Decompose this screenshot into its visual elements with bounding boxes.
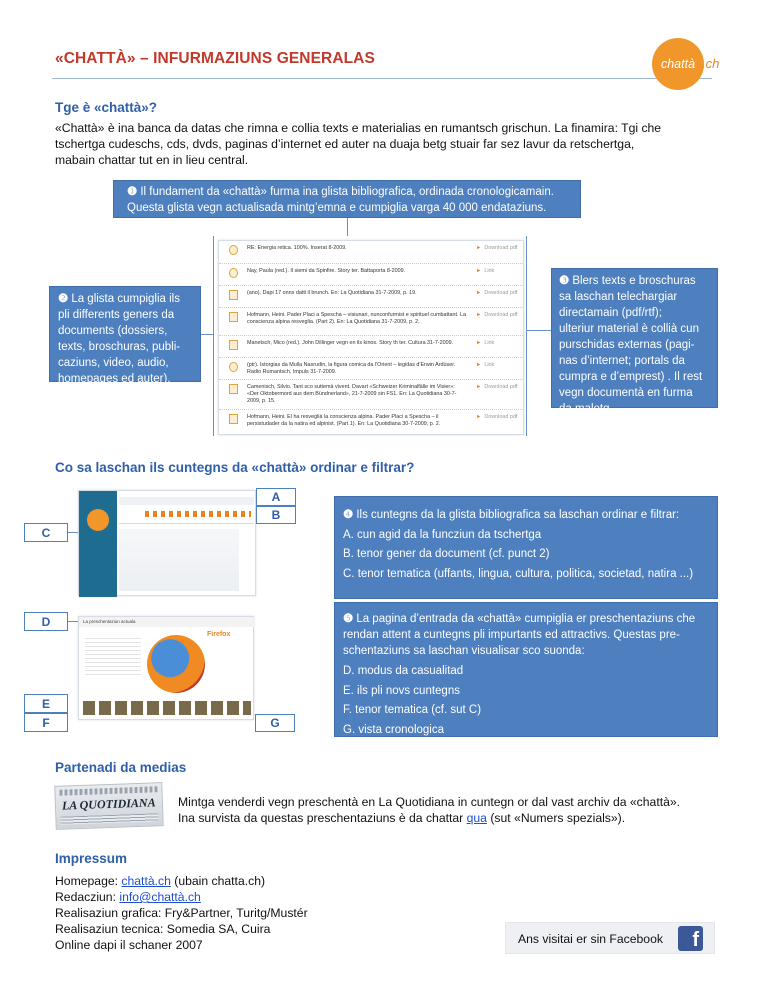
impressum-block [55, 873, 475, 953]
partners-line-2: Ina survista da questas preschentaziuns è da chattar qua (sut «Numers spezials»). [178, 811, 626, 825]
box5-item: D. modus da casualitad [343, 665, 464, 677]
facebook-icon: f [678, 926, 703, 951]
sidebar-graphic [79, 491, 117, 597]
intro-heading: Tge è «chattà»? [55, 100, 158, 115]
section-heading-filter: Co sa laschan ils cuntegns da «chattà» ordinar e filtrar? [55, 460, 415, 475]
list-row-action[interactable]: ► Download pdf [476, 312, 518, 318]
box3-line: cumpra e d’emprest) . Il rest [559, 371, 703, 383]
box3-line: nas d’internet; portals da [559, 355, 685, 367]
list-row [219, 263, 523, 285]
presentation-screenshot [78, 616, 254, 720]
document-icon [229, 414, 238, 424]
number-3-icon: ❸ [559, 275, 570, 287]
impressum-heading: Impressum [55, 851, 128, 866]
list-row-action[interactable]: ► Download pdf [476, 384, 518, 390]
newspaper-title: LA QUOTIDIANA [61, 795, 156, 813]
box5-line: rendan attent a cuntegns pli impurtants ed attractivs. Questas pre- [343, 629, 680, 641]
box1-line-2: Questa glista vegn actualisada mintg’emna e cumpiglia varga 40 000 endataziuns. [127, 202, 547, 214]
number-4-icon: ❹ [343, 509, 354, 521]
box2-line: caziuns, video, audio, [58, 357, 169, 369]
document-icon [229, 290, 238, 300]
label-c: C [24, 523, 68, 542]
newspaper-text-graphic [60, 813, 158, 824]
star-icon [229, 245, 238, 255]
email-link[interactable]: info@chattà.ch [119, 890, 201, 904]
list-row-action[interactable]: ► Download pdf [476, 414, 518, 420]
box4-item: C. tenor tematica (uffants, lingua, cultura, politica, societad, natira ...) [343, 567, 694, 580]
connector-line [68, 532, 78, 533]
connector-line [347, 218, 348, 236]
box3-line: vegn documentà en furma [559, 387, 693, 399]
logo-graphic [87, 509, 109, 531]
list-row [219, 357, 523, 379]
facebook-label: Ans visitai er sin Facebook [518, 932, 663, 946]
info-box-4 [334, 496, 718, 599]
presentation-text-graphic [85, 635, 141, 675]
info-box-1 [113, 180, 581, 218]
box2-line: La glista cumpiglia ils [71, 293, 180, 305]
box3-line: sa laschan telechargiar [559, 291, 678, 303]
list-row [219, 379, 523, 409]
list-row-text: Hofmann, Heini. Pader Placi a Spescha – visiunari, nunconfurmist e spirituel cumbattant. La conscienza alpina resveglia. (Part 2). En: La Quotidiana 31-7-2009, p. 2. [247, 312, 467, 325]
list-row-text: Hofmann, Heini. El ha resveglià la conscienza alpina. Pader Placi a Spescha – il persistudader da la natira ed alpinist. (Part 1). En: La Quotidiana 30-7-2009, p. 2. [247, 414, 441, 427]
box4-item: B. tenor gener da document (cf. punct 2) [343, 548, 550, 560]
document-icon [229, 312, 238, 322]
graphic-credit: Realisaziun grafica: Fry&Partner, Turitg/Mustér [55, 906, 308, 920]
list-row-action[interactable]: ► Link [476, 268, 495, 274]
box5-line: schentaziuns sa laschan visualisar sco suonda: [343, 645, 585, 657]
list-row-text: Manetsch, Mico (red.). John Dillinger vegn en ils kinos. Story th ter. Cultura 31-7-2009. [247, 340, 454, 346]
number-5-icon: ❺ [343, 613, 354, 625]
firefox-logo-icon [147, 635, 205, 693]
content-area-graphic [119, 529, 239, 591]
list-row [219, 285, 523, 307]
box5-item: F. tenor tematica (cf. sut C) [343, 704, 482, 716]
connector-line [68, 621, 78, 622]
online-since: Online dapi il schaner 2007 [55, 938, 203, 952]
list-row [219, 241, 523, 263]
presentation-header: La preschentaziun actuala [79, 617, 255, 627]
intro-line-2: tschertga cudeschs, cds, dvds, paginas d’internet ed auter na duaja betg stuair far sez lavur da retschertga, [55, 137, 635, 151]
label-b: B [256, 506, 296, 524]
intro-line-1: «Chattà» è ina banca da datas che rimna e collia texts e materialias en rumantsch grischun. La finamira: Tgi che [55, 121, 662, 135]
box3-line: purschidas externas (pagi- [559, 339, 695, 351]
box2-line: pli differents geners da [58, 309, 175, 321]
list-row-text: RE: Energia retica. 100%. Inserat 8-2009. [247, 245, 347, 251]
presentation-title: Firefox [207, 631, 231, 638]
document-icon [229, 340, 238, 350]
label-a: A [256, 488, 296, 506]
divider [119, 523, 254, 524]
label-f: F [24, 713, 68, 732]
cd-icon [229, 268, 238, 278]
info-box-3 [551, 268, 718, 415]
number-1-icon: ❶ [127, 186, 138, 198]
list-row-text: (ptr). Istorgias da Mulla Nasrudin, la figura comica da l'Orient – legidas d'Erwin Ardüser. Radio Rumantsch, Impuls 31-7-2009. [247, 362, 456, 375]
list-row-text: Nay, Paula (red.). Il siemi da Spinfire. Story ter. Battaporta 8-2009. [247, 268, 406, 274]
technical-credit: Realisaziun tecnica: Somedia SA, Cuira [55, 922, 271, 936]
box3-line: ulteriur material è collià cun [559, 323, 699, 335]
box5-line: La pagina d’entrada da «chattà» cumpiglia er preschentaziuns che [356, 613, 696, 625]
intro-paragraph [55, 120, 735, 168]
box1-line-1: Il fundament da «chattà» furma ina glista bibliografica, ordinada cronologicamain. [140, 186, 554, 198]
facebook-button[interactable] [505, 922, 715, 954]
box3-line: directamain (pdf/rtf); [559, 307, 662, 319]
newspaper-lines-graphic [59, 786, 157, 795]
page-title: «CHATTÀ» – INFURMAZIUNS GENERALAS [55, 50, 375, 67]
logo-text: chattà [660, 57, 696, 71]
la-quotidiana-logo [54, 782, 163, 830]
thumbnail-strip-graphic [83, 701, 251, 715]
homepage-line: Homepage: chattà.ch (ubain chatta.ch) [55, 874, 266, 888]
partners-heading: Partenadi da medias [55, 760, 187, 775]
bibliography-list-screenshot [218, 240, 524, 435]
info-box-5 [334, 602, 718, 737]
box2-line: documents (dossiers, [58, 325, 168, 337]
category-icons-graphic [145, 511, 251, 517]
search-bar-graphic [119, 497, 254, 505]
list-row-action[interactable]: ► Link [476, 362, 495, 368]
list-row [219, 335, 523, 357]
connector-line [201, 334, 213, 335]
box3-line: da maletg. [559, 403, 613, 415]
list-row-text: Camenisch, Silvio. Tant sco suttemà vivent. Davart «Schweizer Kriminalfälle im Visier»: «Der Oktobermord aus dem Bündnerland», 21-7-2009 sin FS1. En: La Quotidiana 30-7-2009, p. 15. [247, 384, 457, 404]
list-row-action[interactable]: ► Download pdf [476, 245, 518, 251]
intro-line-3: mabain chattar tut en in lieu central. [55, 153, 249, 167]
list-row-action[interactable]: ► Link [476, 340, 495, 346]
chatta-logo[interactable] [652, 38, 704, 90]
homepage-screenshot [78, 490, 256, 596]
list-row [219, 307, 523, 335]
partners-text [178, 794, 738, 826]
homepage-link[interactable]: chattà.ch [121, 874, 171, 888]
logo-suffix: .ch [702, 56, 720, 71]
box2-line: texts, broschuras, publi- [58, 341, 181, 353]
box3-line: Blers texts e broschuras [572, 275, 696, 287]
box5-item: G. vista cronologica [343, 723, 444, 736]
document-icon [229, 384, 238, 394]
label-d: D [24, 612, 68, 631]
box5-item: E. ils pli novs cuntegns [343, 684, 460, 697]
redaction-line: Redacziun: info@chattà.ch [55, 890, 201, 904]
partners-line-1: Mintga venderdi vegn preschentà en La Quotidiana in cuntegn or dal vast archiv da «chattà». [178, 795, 681, 809]
label-e: E [24, 694, 68, 713]
box4-item: A. cun agid da la funcziun da tschertga [343, 528, 542, 541]
box4-intro: Ils cuntegns da la glista bibliografica sa laschan ordinar e filtrar: [356, 509, 680, 521]
qua-link[interactable]: qua [466, 811, 487, 825]
list-row-text: (ano). Dapi 17 onns datti il brunch. En: La Quotidiana 31-7-2009, p. 19. [247, 290, 417, 296]
label-g: G [255, 714, 295, 732]
list-row-action[interactable]: ► Download pdf [476, 290, 518, 296]
list-row [219, 409, 523, 436]
title-divider [52, 78, 712, 79]
box2-line: homepages ed auter). [58, 373, 171, 385]
info-box-2 [49, 286, 201, 385]
number-2-icon: ❷ [58, 293, 69, 305]
audio-icon [229, 362, 238, 372]
connector-line [527, 330, 551, 331]
